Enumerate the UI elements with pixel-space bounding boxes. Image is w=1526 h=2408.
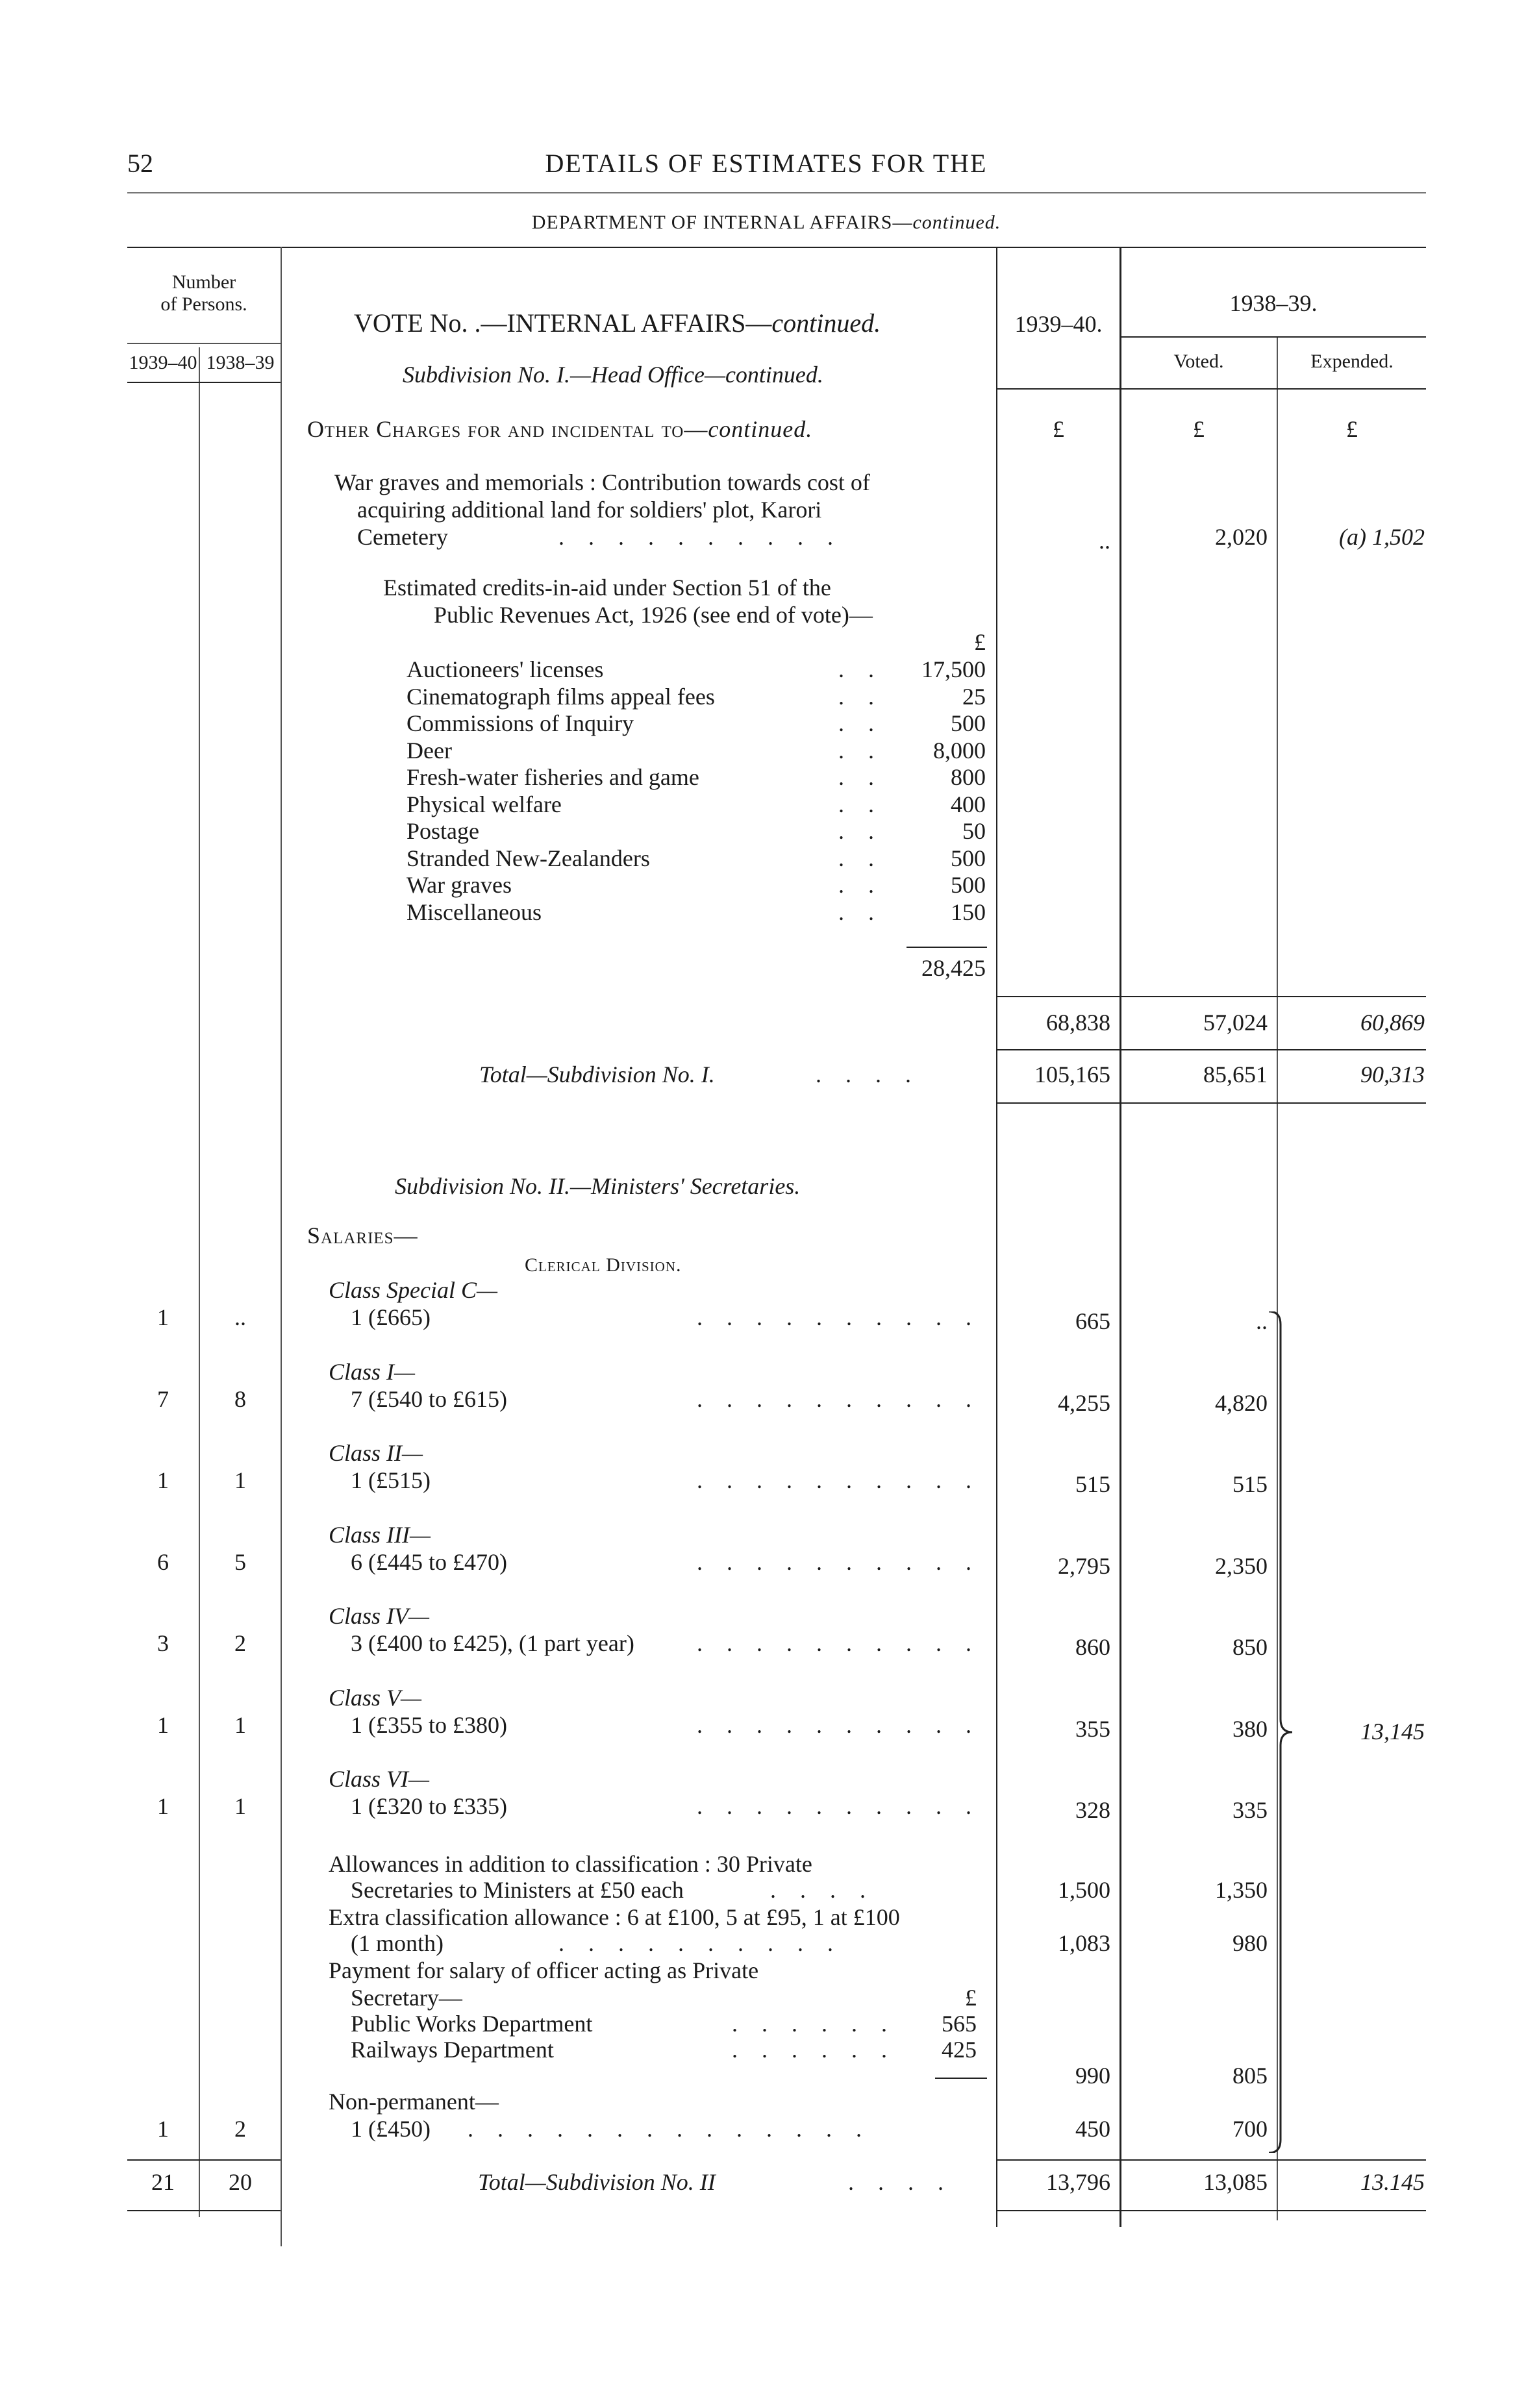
currency-voted: £	[1193, 416, 1205, 442]
running-title: DETAILS OF ESTIMATES FOR THE	[545, 149, 988, 178]
salaries-heading: Salaries—	[307, 1223, 418, 1248]
leader-dots: . . . . . . . . . .	[558, 1930, 842, 1956]
class-persons-1938: 2	[234, 1630, 246, 1656]
payment-item-amount: 425	[942, 2037, 977, 2063]
leader-dots: . . . . . .	[732, 2011, 896, 2037]
credit-item-amount: 50	[962, 818, 986, 844]
class-persons-1939: 1	[157, 1711, 169, 1738]
col-rule-voted	[1119, 247, 1121, 2227]
nonperm-persons-1939: 1	[157, 2116, 169, 2142]
leader-dots: . .	[838, 764, 883, 790]
class-name: Class VI—	[329, 1766, 430, 1792]
other-charges-total-voted: 57,024	[1203, 1010, 1268, 1036]
totals-rule-mid	[996, 1049, 1426, 1050]
leader-dots: . . . .	[816, 1061, 920, 1087]
total-sub1-expended: 90,313	[1360, 1061, 1425, 1087]
leader-dots: . .	[838, 656, 883, 682]
class-name: Class II—	[329, 1440, 423, 1466]
war-graves-line-3: Cemetery	[357, 524, 448, 550]
persons-sub-rule	[127, 343, 281, 344]
class-value-1939: 328	[1075, 1797, 1110, 1823]
credit-item-label: Postage	[407, 818, 479, 844]
credit-item-label: Auctioneers' licenses	[407, 656, 604, 682]
allowances-voted: 1,350	[1215, 1877, 1268, 1903]
leader-dots: . . . . . .	[732, 2037, 896, 2063]
expended-heading: Expended.	[1310, 351, 1394, 372]
sub2-total-voted: 13,085	[1203, 2169, 1268, 2195]
sub2-title: Subdivision No. II.—Ministers' Secretaries.	[395, 1173, 801, 1199]
persons-bottom-rule	[127, 2210, 281, 2211]
class-value-voted: 380	[1232, 1715, 1268, 1742]
credit-item-amount: 800	[951, 764, 986, 790]
sub2-total-expended: 13.145	[1360, 2169, 1425, 2195]
vote-title: VOTE No. .—INTERNAL AFFAIRS—continued.	[354, 308, 881, 338]
class-persons-1939: 1	[157, 1467, 169, 1493]
credits-line-2: Public Revenues Act, 1926 (see end of vote)—	[434, 602, 873, 628]
war-graves-line-2: acquiring additional land for soldiers' plot, Karori	[357, 497, 822, 523]
credit-item-amount: 8,000	[933, 737, 986, 763]
class-persons-1938: 1	[234, 1793, 246, 1819]
payment-voted: 805	[1232, 2063, 1268, 2089]
sub2-total-rule-top	[996, 2159, 1426, 2161]
allowances-line-1: Allowances in addition to classification : 30 Private	[329, 1851, 812, 1877]
persons-year-2: 1938–39	[206, 352, 275, 373]
leader-dots: . . . .	[770, 1877, 875, 1903]
col-rule-1939	[996, 247, 997, 2227]
class-persons-1938: 8	[234, 1385, 246, 1412]
class-value-1939: 860	[1075, 1634, 1110, 1660]
other-charges-heading: Other Charges for and incidental to—continued.	[307, 416, 813, 442]
class-value-voted: ..	[1256, 1308, 1268, 1334]
class-name: Class V—	[329, 1684, 422, 1711]
class-value-1939: 355	[1075, 1715, 1110, 1742]
extra-1939: 1,083	[1058, 1930, 1110, 1956]
leader-dots: . .	[838, 737, 883, 763]
payment-item-label: Public Works Department	[351, 2011, 593, 2037]
credit-item-label: War graves	[407, 872, 512, 898]
nonperm-persons-1938: 2	[234, 2116, 246, 2142]
totals-rule-top	[996, 996, 1426, 997]
sub2-total-persons-1939: 21	[151, 2169, 175, 2195]
class-persons-1938: 1	[234, 1711, 246, 1738]
credit-item-amount: 400	[951, 791, 986, 817]
class-persons-1939: 6	[157, 1548, 169, 1575]
credits-sum-rule	[907, 947, 987, 948]
class-persons-1938: 5	[234, 1548, 246, 1575]
total-sub1-label: Total—Subdivision No. I.	[479, 1061, 715, 1087]
credit-item-label: Physical welfare	[407, 791, 562, 817]
sub2-total-1939: 13,796	[1046, 2169, 1110, 2195]
credit-item-amount: 500	[951, 845, 986, 871]
credit-item-amount: 500	[951, 710, 986, 736]
allowances-line-2: Secretaries to Ministers at £50 each	[351, 1877, 684, 1903]
total-sub1-1939: 105,165	[1034, 1061, 1110, 1087]
nonperm-detail: 1 (£450)	[351, 2116, 431, 2142]
leader-dots: . .	[838, 899, 883, 925]
header-rule	[127, 192, 1426, 193]
allowances-1939: 1,500	[1058, 1877, 1110, 1903]
persons-total-rule	[127, 2159, 281, 2161]
credit-item-amount: 150	[951, 899, 986, 925]
payment-line-2: Secretary—	[351, 1985, 462, 2011]
col-rule-persons-mid	[199, 347, 200, 2217]
credit-item-label: Fresh-water fisheries and game	[407, 764, 699, 790]
leader-dots: . . . .	[848, 2169, 953, 2195]
class-persons-1938: 1	[234, 1467, 246, 1493]
class-value-voted: 2,350	[1215, 1552, 1268, 1579]
war-graves-1939: ..	[1099, 528, 1110, 554]
credit-item-label: Commissions of Inquiry	[407, 710, 634, 736]
class-value-1939: 2,795	[1058, 1552, 1110, 1579]
subdivision-title: Subdivision No. I.—Head Office—continued.	[403, 362, 823, 388]
class-detail: 1 (£320 to £335)	[351, 1793, 507, 1819]
payment-item-amount: 565	[942, 2011, 977, 2037]
table-top-rule	[127, 247, 1426, 248]
sub2-total-rule-bottom	[996, 2210, 1426, 2211]
persons-title-1: Number	[171, 271, 236, 293]
war-graves-expended: (a) 1,502	[1339, 524, 1425, 550]
nonperm-label: Non-permanent—	[329, 2089, 499, 2115]
class-persons-1938: ..	[234, 1304, 246, 1330]
class-persons-1939: 1	[157, 1793, 169, 1819]
clerical-heading: Clerical Division.	[525, 1254, 682, 1276]
class-name: Class IV—	[329, 1603, 430, 1629]
class-detail: 1 (£515)	[351, 1467, 431, 1493]
leader-dots: . .	[838, 872, 883, 898]
currency-1939: £	[1053, 416, 1064, 442]
money-head-rule	[996, 388, 1426, 390]
persons-head-rule	[127, 382, 281, 383]
credits-currency: £	[974, 629, 986, 655]
nonperm-voted: 700	[1232, 2116, 1268, 2142]
other-charges-total-expended: 60,869	[1360, 1010, 1425, 1036]
col-1939-heading: 1939–40.	[1014, 311, 1103, 337]
leader-dots: . . . . . . . . . .	[697, 1548, 981, 1575]
leader-dots: . .	[838, 710, 883, 736]
class-detail: 3 (£400 to £425), (1 part year)	[351, 1630, 634, 1656]
payment-line-1: Payment for salary of officer acting as Private	[329, 1957, 759, 1983]
other-charges-total-1939: 68,838	[1046, 1010, 1110, 1036]
persons-year-1: 1939–40	[129, 352, 197, 373]
extra-line-2: (1 month)	[351, 1930, 444, 1956]
extra-voted: 980	[1232, 1930, 1268, 1956]
leader-dots: . . . . . . . . . .	[697, 1711, 981, 1738]
voted-head-rule	[1121, 336, 1426, 338]
payment-currency: £	[965, 1985, 977, 2011]
payment-1939: 990	[1075, 2063, 1110, 2089]
class-detail: 7 (£540 to £615)	[351, 1385, 507, 1412]
total-sub1-voted: 85,651	[1203, 1061, 1268, 1087]
leader-dots: . .	[838, 818, 883, 844]
class-value-voted: 335	[1232, 1797, 1268, 1823]
credits-total: 28,425	[921, 955, 986, 981]
war-graves-voted: 2,020	[1215, 524, 1268, 550]
class-detail: 6 (£445 to £470)	[351, 1548, 507, 1575]
credit-item-amount: 500	[951, 872, 986, 898]
class-value-1939: 4,255	[1058, 1389, 1110, 1416]
voted-heading: Voted.	[1173, 351, 1224, 372]
class-value-voted: 4,820	[1215, 1389, 1268, 1416]
sub2-expended-bracket-value: 13,145	[1360, 1719, 1425, 1744]
leader-dots: . . . . . . . . . . . . . .	[468, 2116, 871, 2142]
persons-title-2: of Persons.	[160, 293, 247, 315]
credit-item-label: Stranded New-Zealanders	[407, 845, 650, 871]
leader-dots: . . . . . . . . . .	[697, 1467, 981, 1493]
class-name: Class Special C—	[329, 1277, 498, 1303]
leader-dots: . .	[838, 683, 883, 710]
class-persons-1939: 7	[157, 1385, 169, 1412]
credit-item-amount: 17,500	[921, 656, 986, 682]
class-value-1939: 665	[1075, 1308, 1110, 1334]
leader-dots: . . . . . . . . . .	[697, 1630, 981, 1656]
class-value-voted: 850	[1232, 1634, 1268, 1660]
class-name: Class III—	[329, 1521, 431, 1548]
leader-dots: . . . . . . . . . .	[697, 1304, 981, 1330]
class-name: Class I—	[329, 1358, 416, 1385]
department-title: DEPARTMENT OF INTERNAL AFFAIRS—continued.	[531, 212, 1001, 233]
class-detail: 1 (£355 to £380)	[351, 1711, 507, 1738]
payment-sum-rule	[935, 2078, 987, 2079]
col-rule-persons	[281, 247, 282, 2246]
class-persons-1939: 3	[157, 1630, 169, 1656]
credit-item-label: Miscellaneous	[407, 899, 542, 925]
leader-dots: . . . . . . . . . .	[697, 1385, 981, 1412]
class-detail: 1 (£665)	[351, 1304, 431, 1330]
credit-item-amount: 25	[962, 683, 986, 710]
currency-expended: £	[1346, 416, 1358, 442]
war-graves-line-1: War graves and memorials : Contribution towards cost of	[334, 469, 870, 495]
class-value-1939: 515	[1075, 1471, 1110, 1497]
class-value-voted: 515	[1232, 1471, 1268, 1497]
nonperm-1939: 450	[1075, 2116, 1110, 2142]
extra-line-1: Extra classification allowance : 6 at £100, 5 at £95, 1 at £100	[329, 1904, 900, 1930]
payment-item-label: Railways Department	[351, 2037, 554, 2063]
page-number: 52	[127, 149, 153, 178]
totals-rule-bottom	[996, 1102, 1426, 1104]
leader-dots: . . . . . . . . . .	[558, 524, 842, 550]
leader-dots: . .	[838, 845, 883, 871]
class-persons-1939: 1	[157, 1304, 169, 1330]
leader-dots: . . . . . . . . . .	[697, 1793, 981, 1819]
credit-item-label: Deer	[407, 737, 452, 763]
credit-item-label: Cinematograph films appeal fees	[407, 683, 715, 710]
col-1938-heading: 1938–39.	[1229, 290, 1318, 316]
sub2-total-label: Total—Subdivision No. II	[478, 2169, 716, 2195]
leader-dots: . .	[838, 791, 883, 817]
credits-line-1: Estimated credits-in-aid under Section 51 of the	[383, 575, 831, 601]
sub2-total-persons-1938: 20	[229, 2169, 252, 2195]
